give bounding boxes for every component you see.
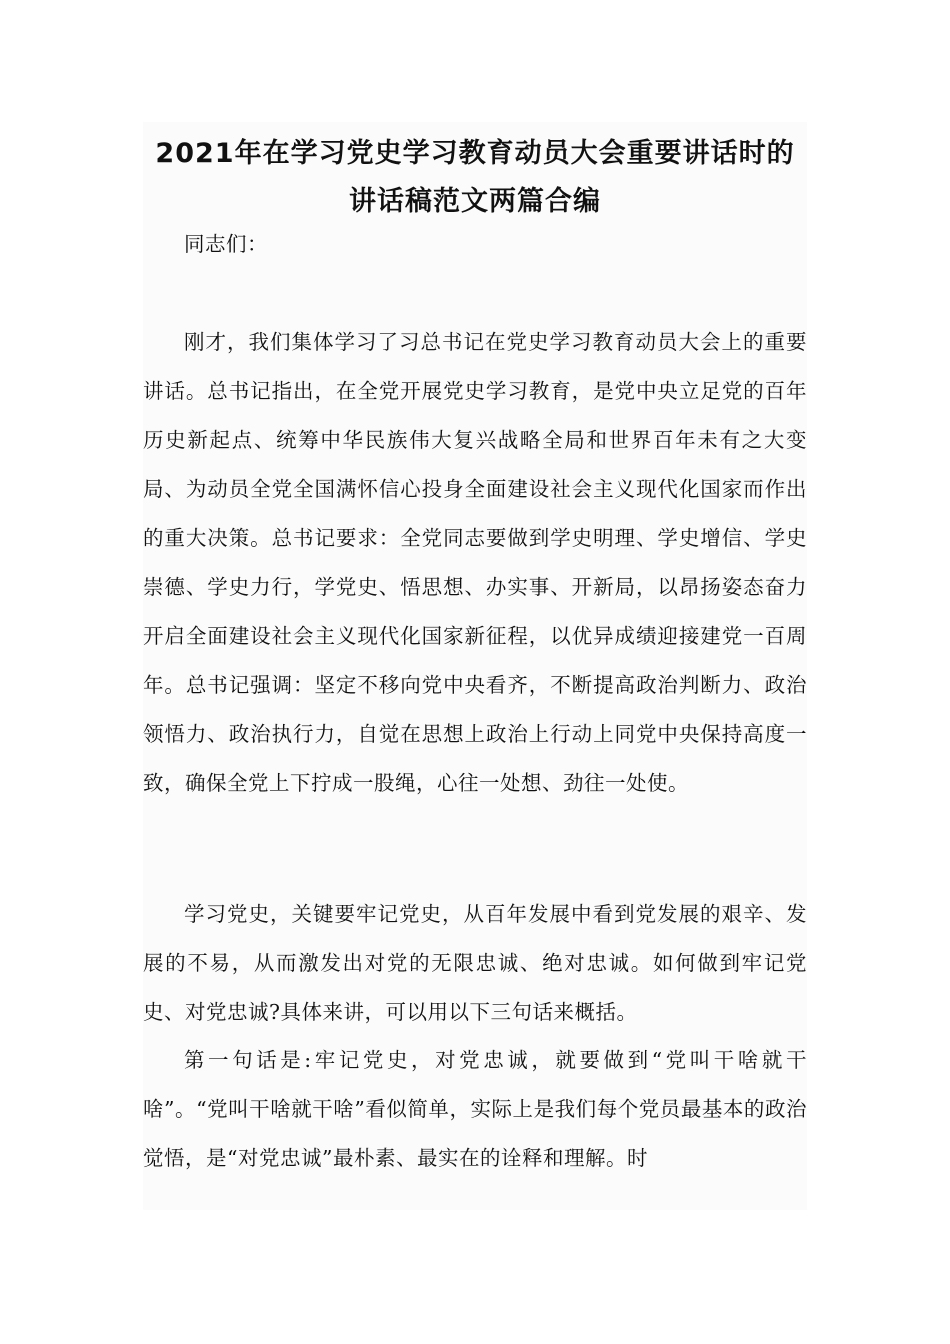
body-paragraph: 学习党史，关键要牢记党史，从百年发展中看到党发展的艰辛、发展的不易，从而激发出对党的无限忠诚、绝对忠诚。如何做到牢记党史、对党忠诚?具体来讲，可以用以下三句话来概括。 <box>143 902 807 1024</box>
body-paragraph: 第一句话是:牢记党史，对党忠诚，就要做到“党叫干啥就干啥”。“党叫干啥就干啥”看似简单，实际上是我们每个党员最基本的政治觉悟，是“对党忠诚”最朴素、最实在的诠释和理解。时 <box>143 1048 807 1170</box>
body-paragraph: 刚才，我们集体学习了习总书记在党史学习教育动员大会上的重要讲话。总书记指出，在全党开展党史学习教育，是党中央立足党的百年历史新起点、统筹中华民族伟大复兴战略全局和世界百年未有之大变局、为动员全党全国满怀信心投身全面建设社会主义现代化国家而作出的重大决策。总书记要求：全党同志要做到学史明理、学史增信、学史崇德、学史力行，学党史、悟思想、办实事、开新局，以昂扬姿态奋力开启全面建设社会主义现代化国家新征程，以优异成绩迎接建党一百周年。总书记强调：坚定不移向党中央看齐，不断提高政治判断力、政治领悟力、政治执行力，自觉在思想上政治上行动上同党中央保持高度一致，确保全党上下拧成一股绳，心往一处想、劲往一处使。 <box>143 330 807 795</box>
document-title-line-1: 2021年在学习党史学习教育动员大会重要讲话时的 <box>155 138 795 169</box>
greeting: 同志们： <box>184 232 268 256</box>
document-title-line-2: 讲话稿范文两篇合编 <box>349 186 601 217</box>
